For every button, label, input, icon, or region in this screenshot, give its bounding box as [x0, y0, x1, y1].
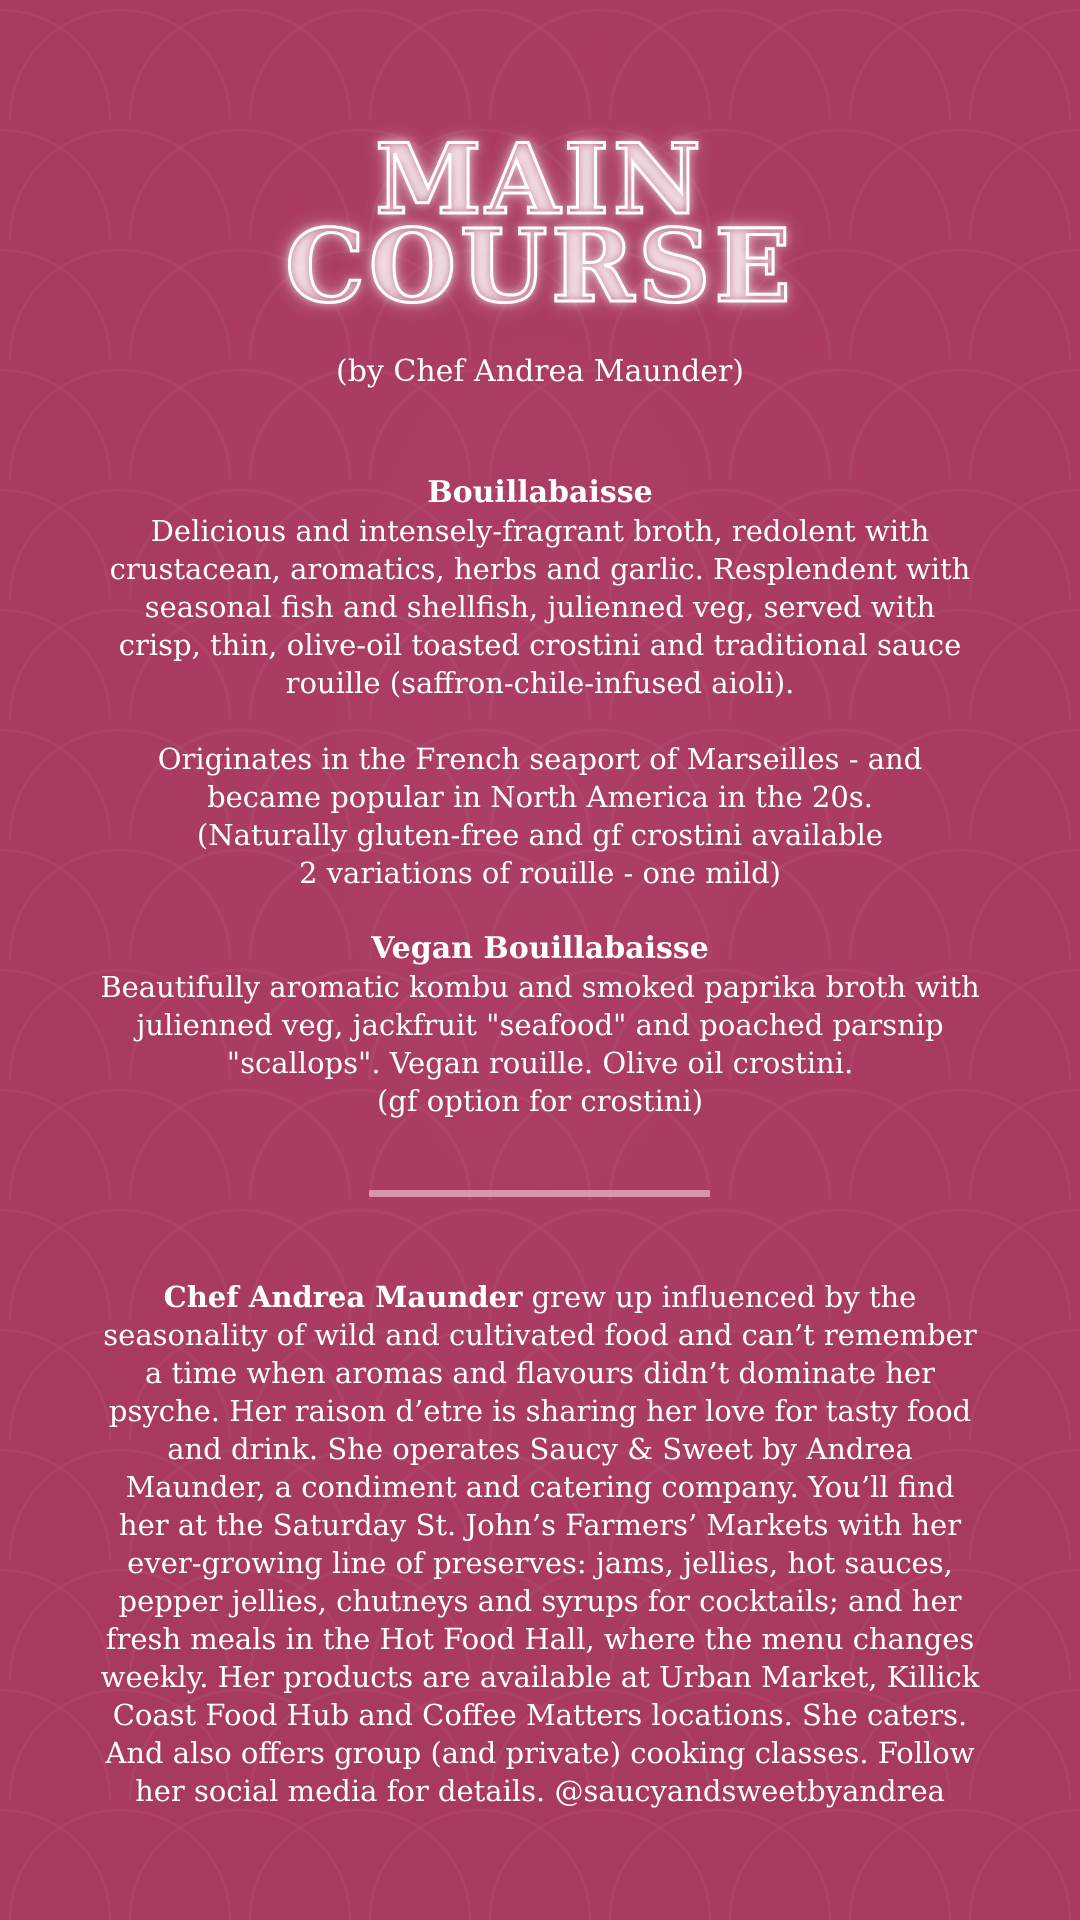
- title-main: MAIN: [375, 123, 705, 236]
- dish-description: Delicious and intensely-fragrant broth, redolent with crustacean, aromatics, herbs and garlic. Resplendent with seasonal fish and shellfish, julienned veg, served with crisp, thin, olive-oil toasted crostini and traditional sauce rouille (saffron-chile-infused aioli).: [109, 514, 971, 700]
- dish-description: Beautifully aromatic kombu and smoked paprika broth with julienned veg, jackfruit "seafood" and poached parsnip "scallops". Vegan rouille. Olive oil crostini.: [100, 970, 980, 1080]
- chef-name: Chef Andrea Maunder: [163, 1280, 523, 1314]
- spacer: [100, 892, 980, 930]
- spacer: [100, 702, 980, 740]
- chef-bio-text: grew up influenced by the seasonality of wild and cultivated food and can’t remember a time when aromas and flavours didn’t dominate her psyche. Her raison d’etre is sharing her love for tasty food and drink. She operates Saucy & Sweet by Andrea Maunder, a condiment and catering company. You’ll find her at the Saturday St. John’s Farmers’ Markets with her ever-growing line of preserves: jams, jellies, hot sauces, pepper jellies, chutneys and syrups for cocktails; and her fresh meals in the Hot Food Hall, where the menu changes weekly. Her products are available at Urban Market, Killick Coast Food Hub and Coffee Matters locations. She caters. And also offers group (and private) cooking classes. Follow her social media for details. @saucyandsweetbyandrea: [100, 1280, 980, 1808]
- dish-vegan-bouillabaisse: [100, 930, 980, 1120]
- dish-note: (gf option for crostini): [376, 1084, 704, 1118]
- dish-note: (Naturally gluten-free and gf crostini available: [196, 818, 884, 852]
- dish-origin: Originates in the French seaport of Marseilles - and became popular in North America in the 20s.: [157, 742, 923, 814]
- dish-note: 2 variations of rouille - one mild): [298, 856, 781, 890]
- menu-content: [100, 474, 980, 1120]
- title-course: COURSE: [285, 207, 795, 325]
- chef-bio: [100, 1278, 980, 1810]
- section-divider: [369, 1190, 710, 1197]
- chef-byline: (by Chef Andrea Maunder): [335, 354, 745, 389]
- dish-name: Vegan Bouillabaisse: [371, 931, 709, 966]
- dish-bouillabaisse: [100, 474, 980, 892]
- dish-name: Bouillabaisse: [427, 475, 653, 510]
